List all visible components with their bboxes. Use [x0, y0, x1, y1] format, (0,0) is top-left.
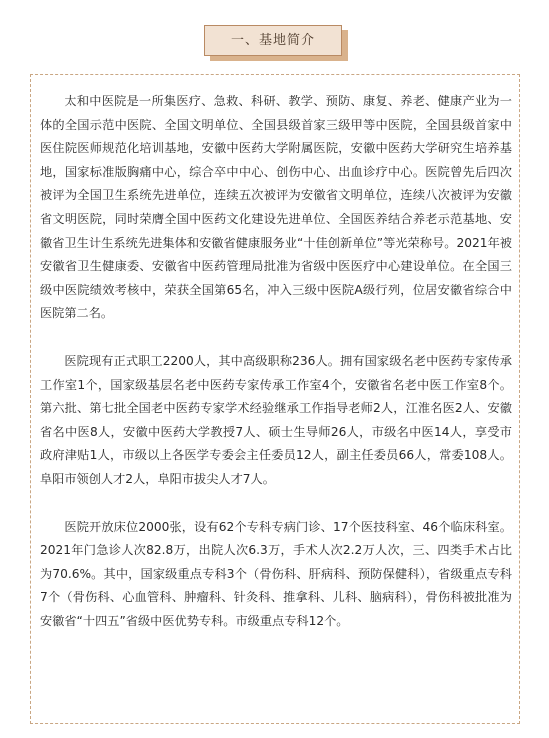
section-title: 一、基地简介 — [230, 33, 315, 48]
section-heading — [0, 24, 549, 64]
paragraph-departments: 医院开放床位2000张，设有62个专科专病门诊、17个医技科室、46个临床科室。2021年门急诊人次82.8万，出院人次6.3万，手术人次2.2万人次，三、四类手术占比为70.6%。其中，国家级重点专科3个（骨伤科、肝病科、预防保健科），省级重点专科7个（骨伤科、心血管科、肿瘤科、针灸科、推拿科、儿科、脑病科），骨伤科被批准为安徽省“十四五”省级中医优势专科。市级重点专科12个。 — [40, 519, 512, 628]
paragraph-intro: 太和中医院是一所集医疗、急救、科研、教学、预防、康复、养老、健康产业为一体的全国示范中医院、全国文明单位、全国县级首家三级甲等中医院，全国县级首家中医住院医师规范化培训基地，安徽中医药大学附属医院，安徽中医药大学研究生培养基地，国家标准版胸痛中心，综合卒中中心、创伤中心、出血诊疗中心。医院曾先后四次被评为全国卫生系统先进单位，连续五次被评为安徽省文明单位，连续八次被评为安徽省文明医院，同时荣膺全国中医药文化建设先进单位、全国医养结合养老示范基地、安徽省卫生计生系统先进集体和安徽省健康服务业“十佳创新单位”等光荣称号。2021年被安徽省卫生健康委、安徽省中医药管理局批准为省级中医医疗中心建设单位。在全国三级中医院绩效考核中，荣获全国第65名，冲入三级中医院A级行列，位居安徽省综合中医院第二名。 — [40, 94, 512, 321]
content-body — [40, 90, 512, 633]
paragraph-staff: 医院现有正式职工2200人，其中高级职称236人。拥有国家级名老中医药专家传承工作室1个，国家级基层名老中医药专家传承工作室4个，安徽省名老中医工作室8个。第六批、第七批全国老中医药专家学术经验继承工作指导老师2人，江淮名医2人、安徽省名中医8人，安徽中医药大学教授7人、硕士生导师26人，市级名中医14人，享受市政府津贴1人，市级以上各医学专委会主任委员12人，副主任委员66人，常委108人。阜阳市领创人才2人，阜阳市拔尖人才7人。 — [40, 353, 512, 486]
